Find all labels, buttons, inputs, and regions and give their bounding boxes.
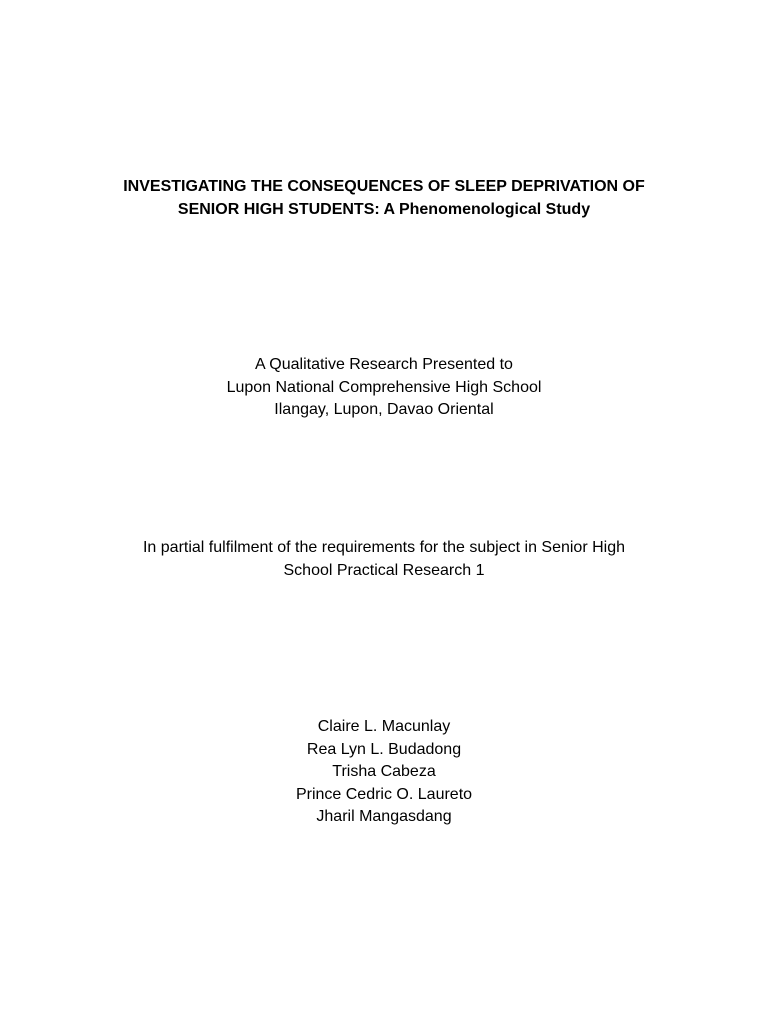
author-list (0, 716, 768, 829)
school-name: Lupon National Comprehensive High School (226, 378, 542, 396)
author-name: Prince Cedric O. Laureto (295, 785, 473, 803)
author-name: Trisha Cabeza (332, 763, 436, 780)
fulfilment-line-1: In partial fulfilment of the requirements for the subject in Senior High (142, 539, 626, 556)
author-name: Jharil Mangasdang (316, 808, 452, 825)
author-name: Rea Lyn L. Budadong (306, 740, 462, 758)
research-title-line-1: INVESTIGATING THE CONSEQUENCES OF SLEEP DEPRIVATION OF (123, 178, 645, 195)
presentation-statement (0, 354, 768, 422)
research-title-line-2: SENIOR HIGH STUDENTS: A Phenomenological Study (177, 201, 591, 218)
school-address: Ilangay, Lupon, Davao Oriental (274, 401, 494, 418)
fulfilment-statement (0, 537, 768, 582)
research-title (0, 175, 768, 221)
author-name: Claire L. Macunlay (317, 718, 451, 735)
presentation-line-1: A Qualitative Research Presented to (255, 356, 513, 373)
fulfilment-line-2: School Practical Research 1 (283, 561, 485, 579)
